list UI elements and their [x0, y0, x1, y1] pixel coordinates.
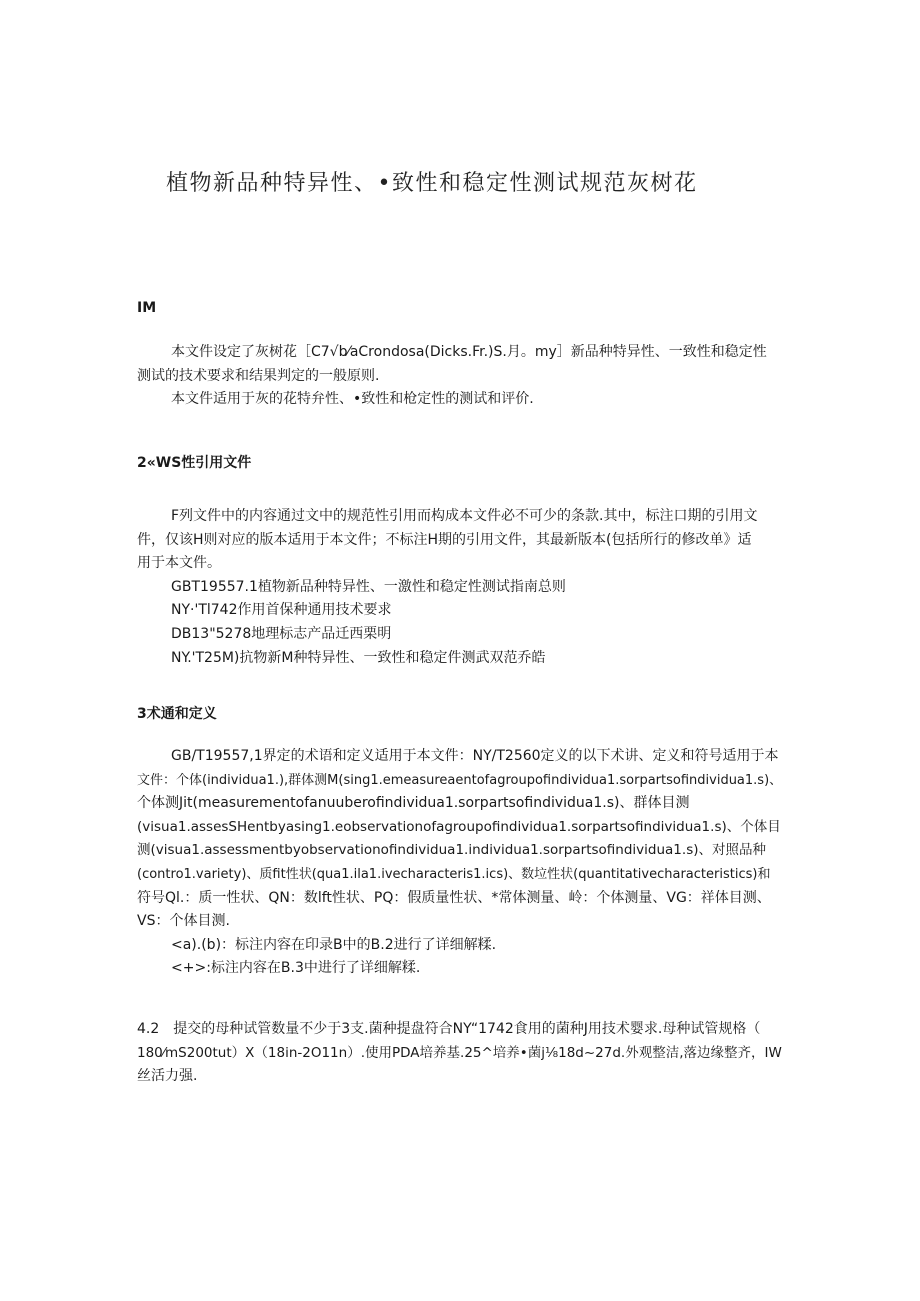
paragraph-line: 用于本文件。 — [137, 555, 221, 572]
paragraph-line: (contro1.variety)、质fit性状(qua1.ila1.ivecharacteris1.ics)、数垃性状(quantitativecharacteristics)和 — [137, 866, 771, 882]
section-heading-references: 2«WS性引用文件 — [137, 455, 252, 471]
paragraph-line: 个体测Jit(measurementofanuuberofindividua1.sorpartsofindividua1.s)、群体目测 — [137, 795, 690, 812]
paragraph-line: 符号Ql.：质一性状、QN：数lft性状、PQ：假质量性状、*常体测量、岭：个体测量、VG：祥体目测、 — [137, 889, 771, 906]
paragraph-line: 测(visua1.assessmentbyobservationofindividua1.individua1.sorpartsofindividua1.s)、对照品种 — [137, 842, 766, 859]
paragraph-line: 本文件适用于灰的花特弁性、•致性和枪定性的测试和评价. — [171, 391, 534, 408]
paragraph-line: 180⁄mS200tut）X（18in-2O11n）.使用PDA培养基.25^培养•菌j⅛18d~27d.外观整洁,落边缘整齐，IW — [137, 1044, 782, 1061]
paragraph-line: 测试的技术要求和结果判定的一般原则. — [137, 367, 380, 384]
section-scope-body — [137, 341, 787, 412]
section-heading-terms: 3术通和定义 — [137, 706, 217, 722]
reference-item: NY·'Tl742作用首保种通用技术要求 — [171, 602, 392, 619]
section-samples-body — [137, 1018, 787, 1089]
paragraph-line: 文件：个体(individua1.),群体测M(sing1.emeasureaentofagroupofindividua1.sorpartsofindividua1.s)、 — [137, 772, 783, 788]
paragraph-line: 丝活力强. — [137, 1068, 198, 1085]
paragraph-line: GB/T19557,1界定的术语和定义适用于本文件：NY/T2560定义的以下术讲、定义和符号适用于本 — [171, 748, 779, 764]
section-references-body — [137, 505, 787, 670]
paragraph-line: 本文件设定了灰树花［C7√b⁄aCrondosa(Dicks.Fr.)S.月。my］新品种特异性、一致性和稳定性 — [171, 344, 767, 360]
document-title: 植物新品种特异性、•致性和稳定性测试规范灰树花 — [166, 171, 698, 196]
reference-item: GBT19557.1植物新品种特异性、一激性和稳定性测试指南总则 — [171, 578, 566, 595]
paragraph-line: 4.2 提交的母种试管数量不少于3支.菌种提盘符合NY“1742食用的菌种J用技术婴求.母种试管规格（ — [137, 1021, 761, 1037]
note-line: <+>:标注内容在B.3中进行了详细解糅. — [171, 960, 421, 977]
section-terms-body — [137, 745, 787, 981]
reference-item: DB13"5278地理标志产品迁西栗明 — [171, 625, 392, 642]
paragraph-line: (visua1.assesSHentbyasing1.eobservationofagroupofindividua1.sorpartsofindividua1.s)、个体目 — [137, 818, 781, 835]
section-heading-scope: IM — [137, 300, 157, 316]
reference-item: NY.'T25M)抗物新M种特异性、一致性和稳定件测武双范乔皓 — [171, 649, 546, 666]
paragraph-line: VS：个体目测. — [137, 913, 230, 930]
paragraph-line: 件，仅该H则对应的版本适用于本文件；不标注H期的引用文件，其最新版本(包括所行的修改单》适 — [137, 531, 752, 548]
note-line: <a).(b)：标注内容在印录B中的B.2进行了详细解糅. — [171, 936, 497, 953]
paragraph-line: F列文件中的内容通过文中的规范性引用而构成本文件必不可少的条款.其中，标注口期的引用文 — [171, 508, 758, 524]
